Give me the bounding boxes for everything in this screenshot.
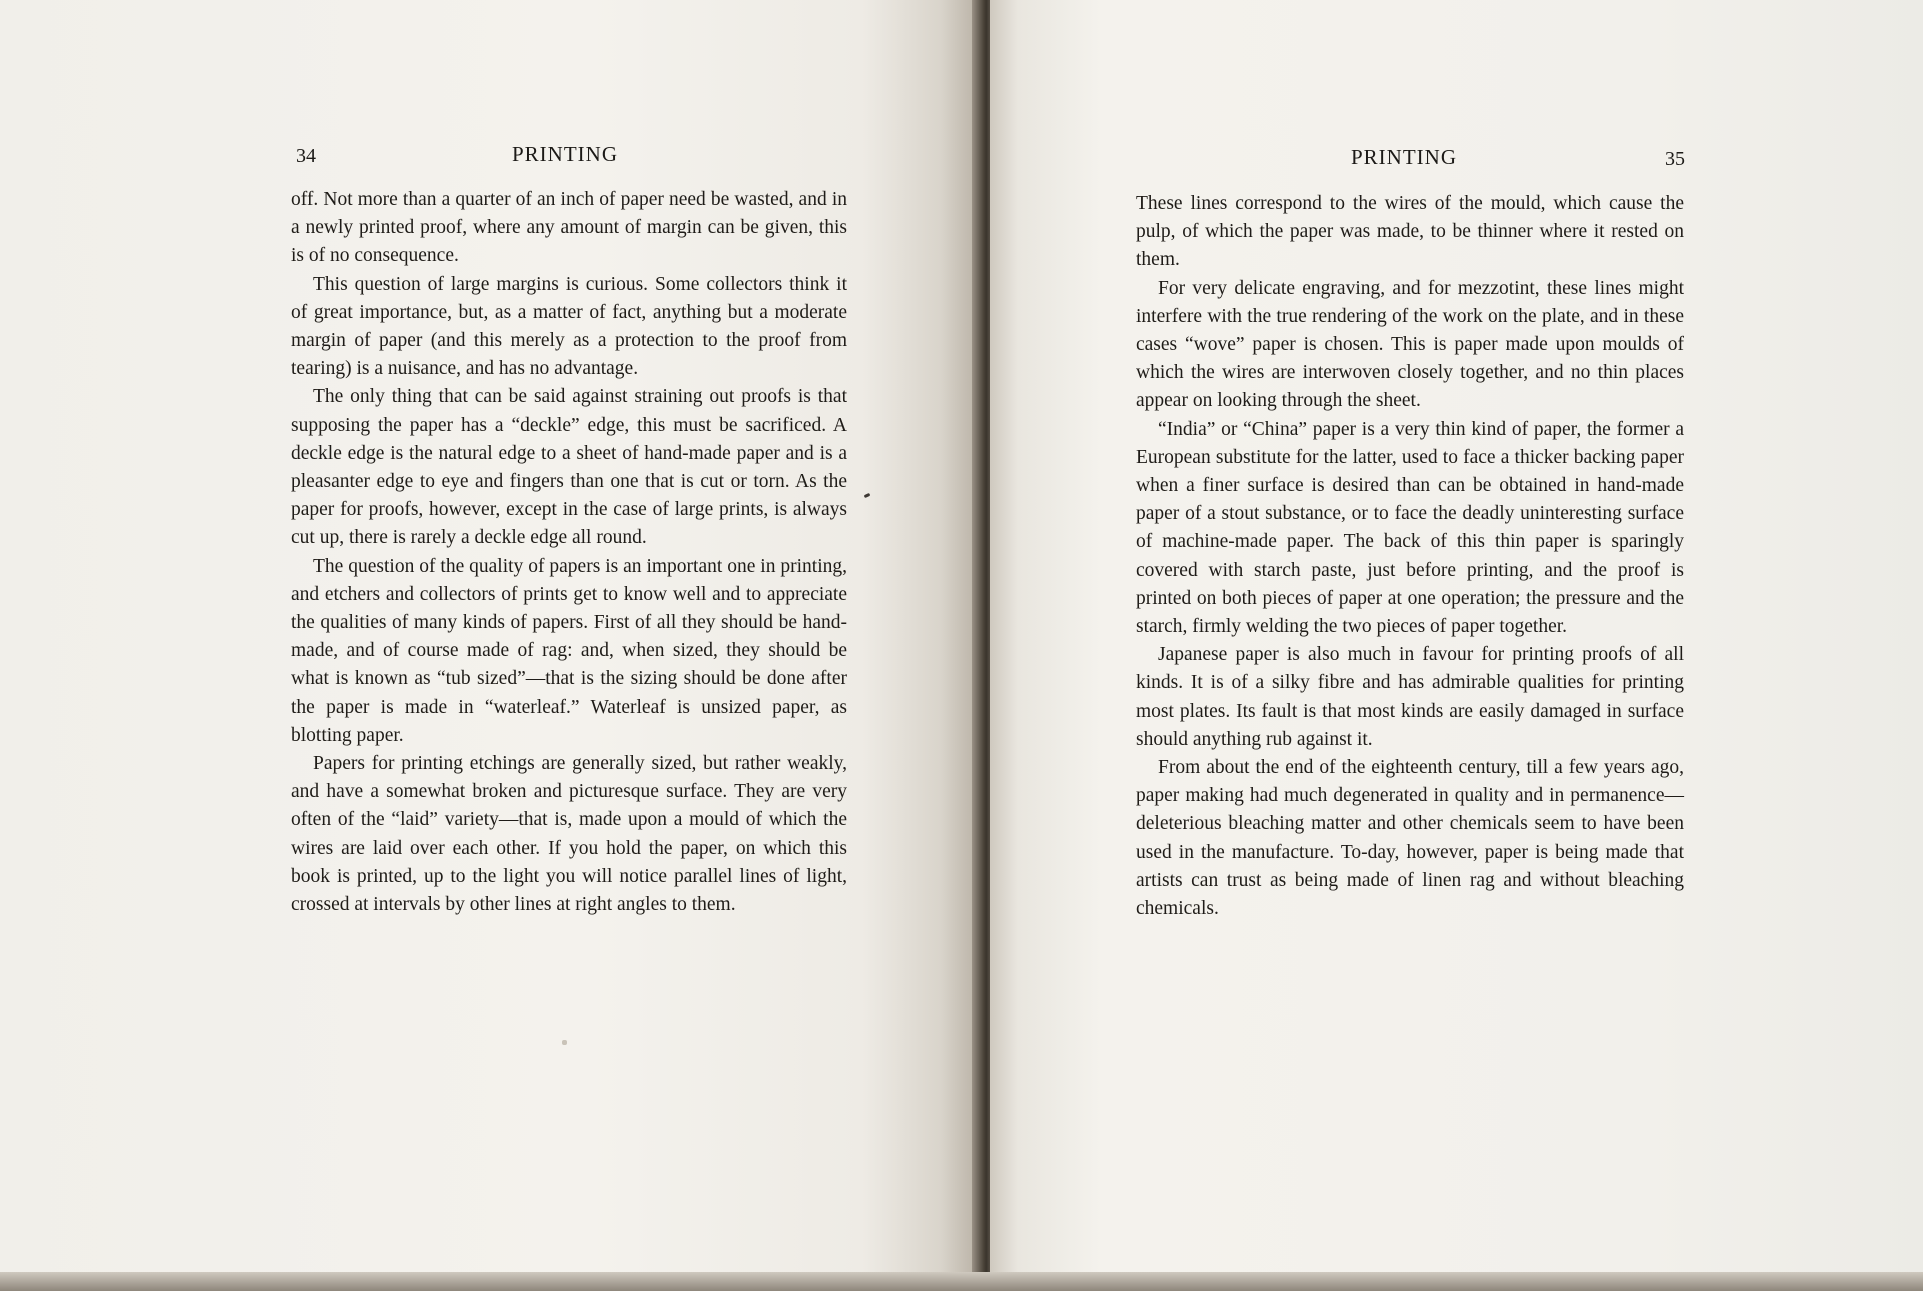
left-paragraph-1: off. Not more than a quarter of an inch of paper need be wasted, and in a newly printed proof, where any amount of margin can be given, this is of no consequence.: [291, 189, 847, 267]
left-page-number: 34: [296, 145, 316, 167]
paper-blemish: [562, 1040, 567, 1045]
right-running-head: PRINTING: [1351, 145, 1457, 169]
left-paragraph-2: This question of large margins is curious. Some collectors think it of great importance, but, as a matter of fact, anything but a moderate margin of paper (and this merely as a protection to the proof from tearing) is a nuisance, and has no advantage.: [291, 273, 847, 380]
left-paragraph-4: The question of the quality of papers is an important one in printing, and etchers and collectors of prints get to know well and to appreciate the qualities of many kinds of papers. First of all they should be hand-made, and of course made of rag: and, when sized, they should be what is known as “tub sized”—that is the sizing should be done after the paper is made in “waterleaf.” Waterleaf is unsized paper, as blotting paper.: [291, 555, 847, 746]
left-running-head: PRINTING: [512, 142, 618, 166]
ink-speck: [864, 493, 871, 498]
right-paragraph-4: Japanese paper is also much in favour for printing proofs of all kinds. It is of a silky fibre and has admirable qualities for printing most plates. Its fault is that most kinds are easily damaged in surface should anything rub against it.: [1136, 644, 1684, 750]
right-page-text: [1136, 190, 1684, 923]
book-bottom-edge: [0, 1272, 1923, 1291]
right-paragraph-3: “India” or “China” paper is a very thin kind of paper, the former a European substitute for the latter, used to face a thicker backing paper when a finer surface is desired than can be obtained in hand-made paper of a stout substance, or to face the deadly uninteresting surface of machine-made paper. The back of this thin paper is sparingly covered with starch paste, just before printing, and the proof is printed on both pieces of paper at one operation; the pressure and the starch, firmly welding the two pieces of paper together.: [1136, 418, 1684, 638]
right-paragraph-1: These lines correspond to the wires of the mould, which cause the pulp, of which the paper was made, to be thinner where it rested on them.: [1136, 193, 1684, 271]
right-page-number: 35: [1665, 148, 1685, 170]
right-paragraph-5: From about the end of the eighteenth century, till a few years ago, paper making had much degenerated in quality and in permanence—deleterious bleaching matter and other chemicals seem to have been used in the manufacture. To-day, however, paper is being made that artists can trust as being made of linen rag and without bleaching chemicals.: [1136, 757, 1684, 920]
right-paragraph-2: For very delicate engraving, and for mezzotint, these lines might interfere with the true rendering of the work on the plate, and in these cases “wove” paper is chosen. This is paper made upon moulds of which the wires are interwoven closely together, and no thin places appear on looking through the sheet.: [1136, 277, 1684, 412]
left-page-text: [291, 186, 847, 919]
left-paragraph-5: Papers for printing etchings are generally sized, but rather weakly, and have a somewhat broken and picturesque surface. They are very often of the “laid” variety—that is, made upon a mould of which the wires are laid over each other. If you hold the paper, on which this book is printed, up to the light you will notice parallel lines of light, crossed at intervals by other lines at right angles to them.: [291, 753, 847, 916]
left-paragraph-3: The only thing that can be said against straining out proofs is that supposing the paper has a “deckle” edge, this must be sacrificed. A deckle edge is the natural edge to a sheet of hand-made paper and is a pleasanter edge to eye and fingers than one that is cut or torn. As the paper for proofs, however, except in the case of large prints, is always cut up, there is rarely a deckle edge all round.: [291, 386, 847, 549]
right-page: [990, 0, 1923, 1291]
